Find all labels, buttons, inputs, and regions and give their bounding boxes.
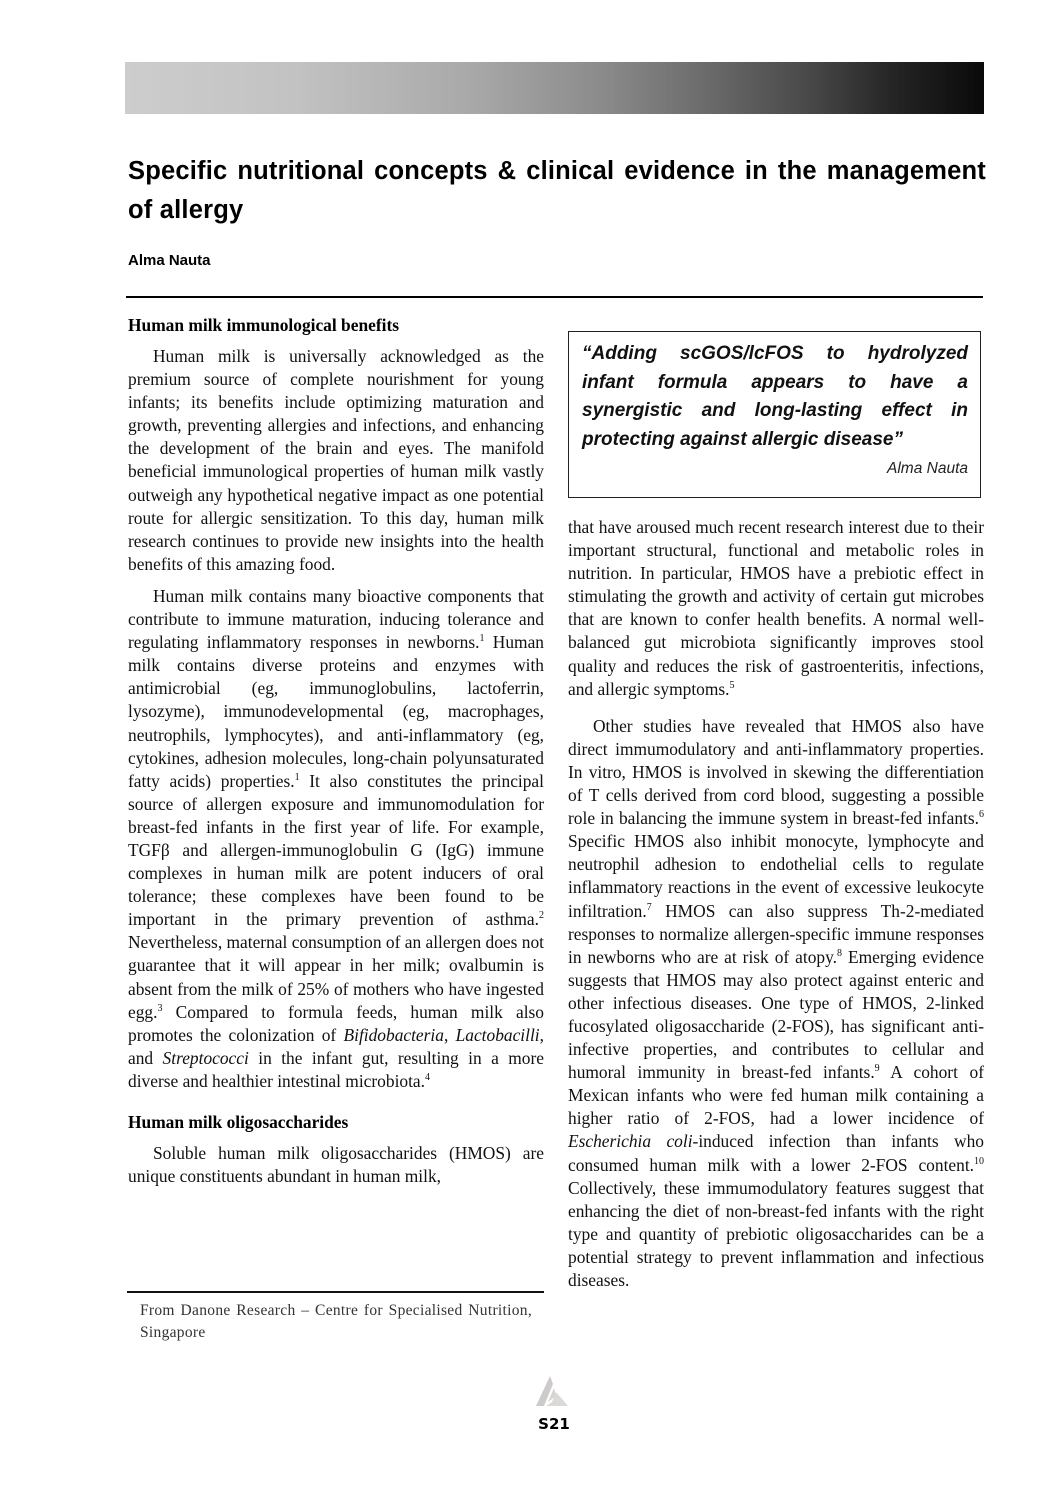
body-paragraph-continued: that have aroused much recent research interest due to their important structural, functional and metabolic roles in nutrition. In particular, HMOS have a prebiotic effect in stimulating the growth and activity of certain gut microbes that are known to confer health benefits. A normal well-balanced gut microbiota significantly improves stool quality and reduces the risk of gastroenteritis, infections, and allergic symptoms.$^5$ [568,517,984,699]
citation: 6 [979,809,984,821]
citation: 4 [425,1071,430,1083]
citation: 3 [157,1002,163,1014]
citation: 1 [479,633,485,645]
publisher-logo-icon [534,1374,570,1408]
right-column [568,516,984,1292]
citation: 8 [837,947,843,959]
species-name: Bifidobacteria [343,1024,444,1045]
body-paragraph: Soluble human milk oligosaccharides (HMOS) are unique constituents abundant in human milk, [128,1143,544,1187]
header-gradient-bar [125,62,984,114]
species-name: Streptococci [162,1047,249,1068]
citation: 1 [294,771,300,783]
citation: 10 [974,1155,984,1167]
section-heading: Human milk oligosaccharides [128,1112,349,1132]
pull-quote-attribution: Alma Nauta [887,460,968,477]
article-title: Specific nutritional concepts & clinical evidence in the management of allergy [128,157,986,224]
body-paragraph: Human milk contains many bioactive components that contribute to immune maturation, inducing tolerance and regulating inflammatory responses in newborns.$^1$ Human milk contains diverse proteins and enzymes with antimicrobial (eg, immunoglobulins, lactoferrin, lysozyme), immunodevelopmental (eg, macrophages, neutrophils, lymphocytes), and anti-inflammatory (eg, cytokines, adhesion molecules, long-chain polyunsaturated fatty acids) properties.$^1$ It also constitutes the principal source of allergen exposure and immunomodulation for breast-fed infants in the first year of life. For example, TGFβ and allergen-immunoglobulin G (IgG) immune complexes in human milk are potent inducers of oral tolerance; these complexes have been found to be important in the primary prevention of asthma.$^2$ Nevertheless, maternal consumption of an allergen does not guarantee that it will appear in her milk; ovalbumin is absent from the milk of 25% of mothers who have ingested egg.$^3$ Compared to formula feeds, human milk also promotes the colonization of Bifidobacteria, Lactobacilli, and Streptococci in the infant gut, resulting in a more diverse and healthier intestinal microbiota.$^4$ [128,585,544,1091]
citation: 7 [646,901,652,913]
species-name: Lactobacilli [455,1024,540,1045]
left-column [128,314,544,1188]
pull-quote-text: “Adding scGOS/lcFOS to hydrolyzed infant formula appears to have a synergistic and long-lasting effect in protecting against allergic disease” [582,343,968,450]
pull-quote-box [568,331,981,498]
page-number: S21 [538,1415,570,1433]
citation: 9 [874,1063,880,1075]
species-name: Escherichia coli [568,1131,693,1152]
footnote-divider [127,1291,544,1293]
body-paragraph: Human milk is universally acknowledged as the premium source of complete nourishment for young infants; its benefits include optimizing maturation and growth, preventing allergies and infections, and enhancing the development of the brain and eyes. The manifold beneficial immunological properties of human milk vastly outweigh any hypothetical negative impact as one potential route for allergic sensitization. To this day, human milk research continues to provide new insights into the health benefits of this amazing food. [128,346,544,574]
section-heading: Human milk immunological benefits [128,315,400,335]
header-divider [126,296,983,298]
body-paragraph: Other studies have revealed that HMOS also have direct immumodulatory and anti-inflammatory properties. In vitro, HMOS is involved in skewing the differentiation of T cells derived from cord blood, suggesting a possible role in balancing the immune system in breast-fed infants.$^6$ Specific HMOS also inhibit monocyte, lymphocyte and neutrophil adhesion to endothelial cells to regulate inflammatory reactions in the event of excessive leukocyte infiltration.$^7$ HMOS can also suppress Th-2-mediated responses to normalize allergen-specific immune responses in newborns who are at risk of atopy.$^8$ Emerging evidence suggests that HMOS may also protect against enteric and other infectious diseases. One type of HMOS, 2-linked fucosylated oligosaccharide (2-FOS), has significant anti-infective properties, and contributes to cellular and humoral immunity in breast-fed infants.$^9$ A cohort of Mexican infants who were fed human milk containing a higher ratio of 2-FOS, had a lower incidence of Escherichia coli-induced infection than infants who consumed human milk with a lower 2-FOS content.$^{10}$ Collectively, these immumodulatory features suggest that enhancing the diet of non-breast-fed infants with the right type and quantity of prebiotic oligosaccharides can be a potential strategy to prevent inflammation and infectious diseases. [568,715,984,1290]
citation: 5 [729,679,735,691]
author-affiliation: From Danone Research – Centre for Specialised Nutrition, Singapore [140,1302,532,1341]
article-author: Alma Nauta [128,252,211,269]
citation: 2 [539,910,544,922]
